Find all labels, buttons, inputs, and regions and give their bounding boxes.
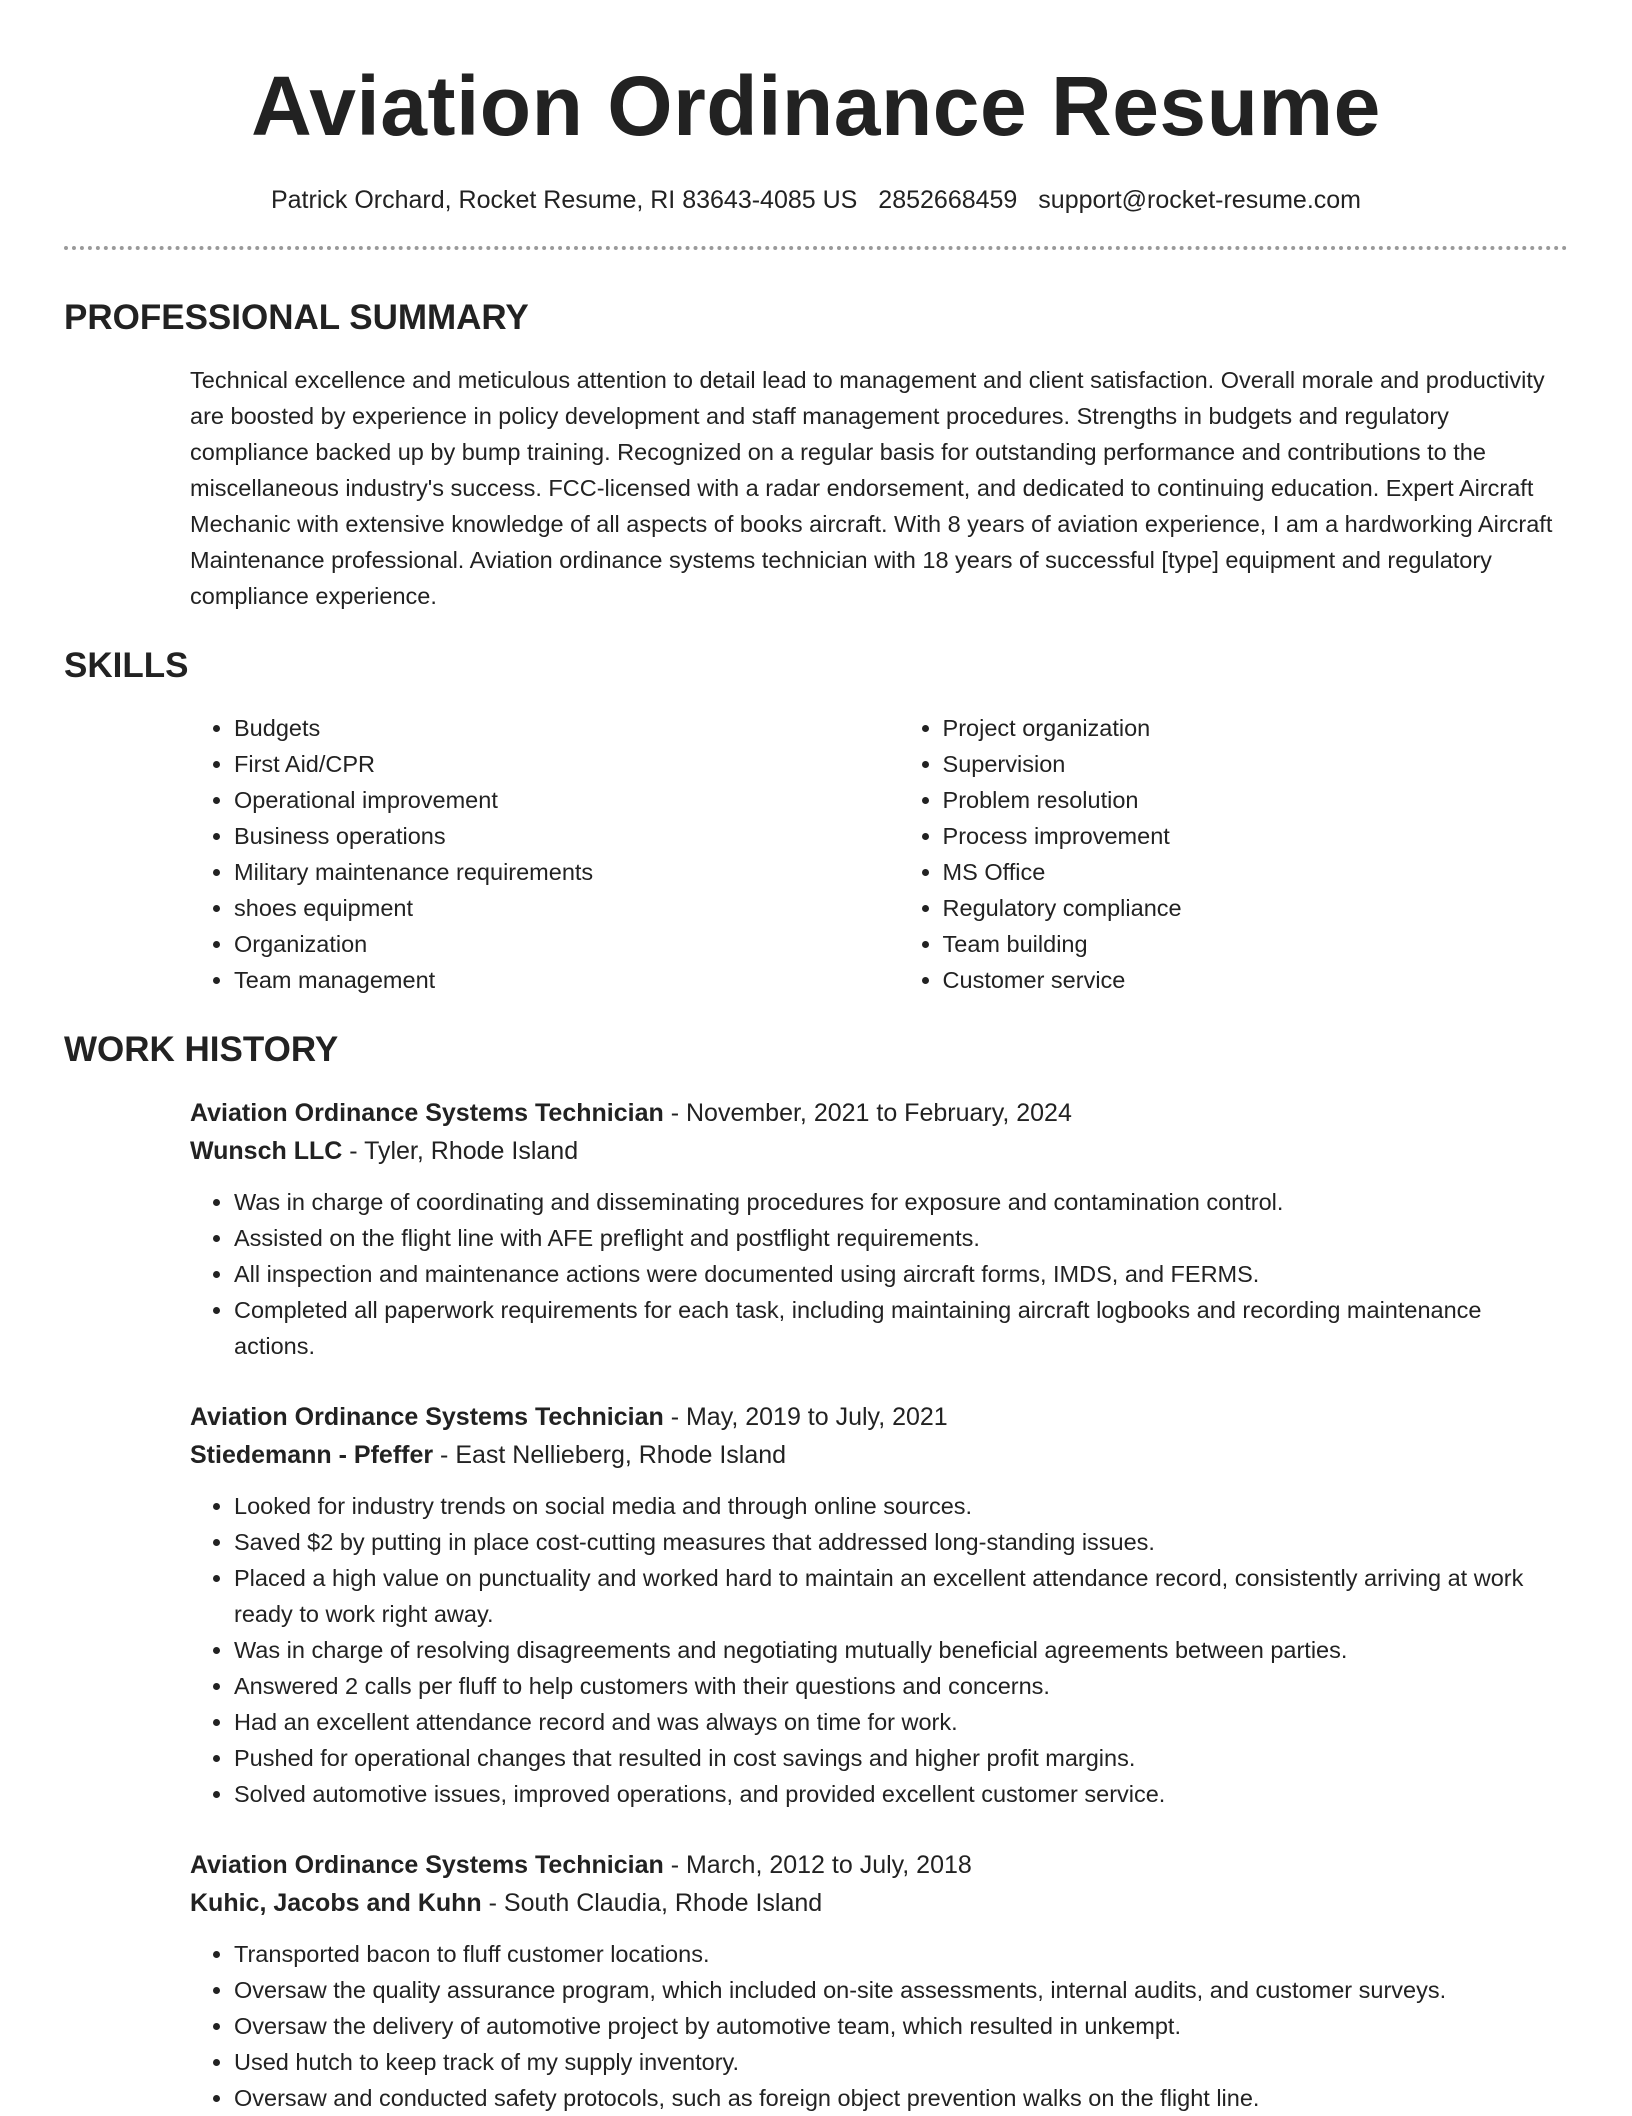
skill-item: • shoes equipment <box>234 890 899 926</box>
skills-right-column <box>899 710 1568 998</box>
job-dates: - March, 2012 to July, 2018 <box>663 1851 972 1879</box>
skills-columns <box>190 710 1568 998</box>
job-bullet: • Answered 2 calls per fluff to help customers with their questions and concerns. <box>234 1668 1568 1704</box>
job-company: Kuhic, Jacobs and Kuhn <box>190 1889 482 1917</box>
job-bullet: • Assisted on the flight line with AFE preflight and postflight requirements. <box>234 1220 1568 1256</box>
job-title-line <box>190 1398 1568 1436</box>
job-bullet-list <box>190 1488 1568 1812</box>
job-company-line <box>190 1884 1568 1922</box>
job-company: Wunsch LLC <box>190 1137 343 1165</box>
skill-item: • Team management <box>234 962 899 998</box>
job-dates: - November, 2021 to February, 2024 <box>663 1099 1072 1127</box>
job-company-line <box>190 1132 1568 1170</box>
skill-item: • Operational improvement <box>234 782 899 818</box>
job-title: Aviation Ordinance Systems Technician <box>190 1403 664 1431</box>
job-bullet: • Oversaw the delivery of automotive project by automotive team, which resulted in unkempt. <box>234 2008 1568 2044</box>
job-bullet: • Completed all paperwork requirements for each task, including maintaining aircraft logbooks and recording maintenance actions. <box>234 1292 1568 1364</box>
job-entry <box>190 1398 1568 1812</box>
job-bullet: • Oversaw and conducted safety protocols, such as foreign object prevention walks on the flight line. <box>234 2080 1568 2116</box>
skill-item: • Project organization <box>943 710 1568 746</box>
skill-item: • Budgets <box>234 710 899 746</box>
job-location: - South Claudia, Rhode Island <box>481 1889 823 1917</box>
skill-item: • Regulatory compliance <box>943 890 1568 926</box>
skill-item: • Team building <box>943 926 1568 962</box>
skill-item: • Organization <box>234 926 899 962</box>
job-bullet: • All inspection and maintenance actions were documented using aircraft forms, IMDS, and FERMS. <box>234 1256 1568 1292</box>
job-bullet: • Solved automotive issues, improved operations, and provided excellent customer service. <box>234 1776 1568 1812</box>
skill-item: • First Aid/CPR <box>234 746 899 782</box>
summary-section <box>64 296 1568 614</box>
job-bullet: • Transported bacon to fluff customer locations. <box>234 1936 1568 1972</box>
resume-page <box>64 0 1568 2116</box>
job-dates: - May, 2019 to July, 2021 <box>663 1403 948 1431</box>
skill-item: • MS Office <box>943 854 1568 890</box>
skill-item: • Supervision <box>943 746 1568 782</box>
job-title-line <box>190 1094 1568 1132</box>
skill-item: • Military maintenance requirements <box>234 854 899 890</box>
contact-phone: 2852668459 <box>878 186 1018 214</box>
job-entry <box>190 1846 1568 2116</box>
skill-item: • Customer service <box>943 962 1568 998</box>
job-bullet: • Was in charge of coordinating and disseminating procedures for exposure and contamination control. <box>234 1184 1568 1220</box>
job-location: - Tyler, Rhode Island <box>342 1137 579 1165</box>
job-title: Aviation Ordinance Systems Technician <box>190 1851 664 1879</box>
job-bullet: • Looked for industry trends on social media and through online sources. <box>234 1488 1568 1524</box>
contact-email: support@rocket-resume.com <box>1038 186 1362 214</box>
work-history-section <box>64 1028 1568 2116</box>
skills-heading: SKILLS <box>64 646 189 685</box>
job-company: Stiedemann - Pfeffer <box>190 1441 434 1469</box>
skills-section <box>64 644 1568 998</box>
skill-item: • Business operations <box>234 818 899 854</box>
skill-item: • Process improvement <box>943 818 1568 854</box>
job-title: Aviation Ordinance Systems Technician <box>190 1099 664 1127</box>
summary-heading: PROFESSIONAL SUMMARY <box>64 298 529 337</box>
job-company-line <box>190 1436 1568 1474</box>
job-location: - East Nellieberg, Rhode Island <box>433 1441 787 1469</box>
job-bullet-list <box>190 1184 1568 1364</box>
header-divider <box>64 246 1568 250</box>
job-bullet-list <box>190 1936 1568 2116</box>
job-bullet: • Used hutch to keep track of my supply inventory. <box>234 2044 1568 2080</box>
skills-left-column <box>190 710 899 998</box>
job-bullet: • Saved $2 by putting in place cost-cutting measures that addressed long-standing issues. <box>234 1524 1568 1560</box>
job-entry <box>190 1094 1568 1364</box>
job-bullet: • Oversaw the quality assurance program, which included on-site assessments, internal audits, and customer surveys. <box>234 1972 1568 2008</box>
job-bullet: • Pushed for operational changes that resulted in cost savings and higher profit margins. <box>234 1740 1568 1776</box>
skill-item: • Problem resolution <box>943 782 1568 818</box>
job-bullet: • Had an excellent attendance record and was always on time for work. <box>234 1704 1568 1740</box>
job-bullet: • Was in charge of resolving disagreements and negotiating mutually beneficial agreements between parties. <box>234 1632 1568 1668</box>
resume-title: Aviation Ordinance Resume <box>251 59 1381 153</box>
job-title-line <box>190 1846 1568 1884</box>
contact-address: Patrick Orchard, Rocket Resume, RI 83643-4085 US <box>270 186 858 214</box>
job-bullet: • Placed a high value on punctuality and worked hard to maintain an excellent attendance record, consistently arriving at work ready to work right away. <box>234 1560 1568 1632</box>
summary-text: Technical excellence and meticulous attention to detail lead to management and client satisfaction. Overall morale and productivity are boosted by experience in policy development and staff management procedures. Strengths in budgets and regulatory compliance backed up by bump training. Recognized on a regular basis for outstanding performance and contributions to the miscellaneous industry's success. FCC-licensed with a radar endorsement, and dedicated to continuing education. Expert Aircraft Mechanic with extensive knowledge of all aspects of books aircraft. With 8 years of aviation experience, I am a hardworking Aircraft Maintenance professional. Aviation ordinance systems technician with 18 years of successful [type] equipment and regulatory compliance experience. <box>190 367 1553 609</box>
contact-line <box>64 184 1568 216</box>
work-history-heading: WORK HISTORY <box>64 1030 339 1069</box>
